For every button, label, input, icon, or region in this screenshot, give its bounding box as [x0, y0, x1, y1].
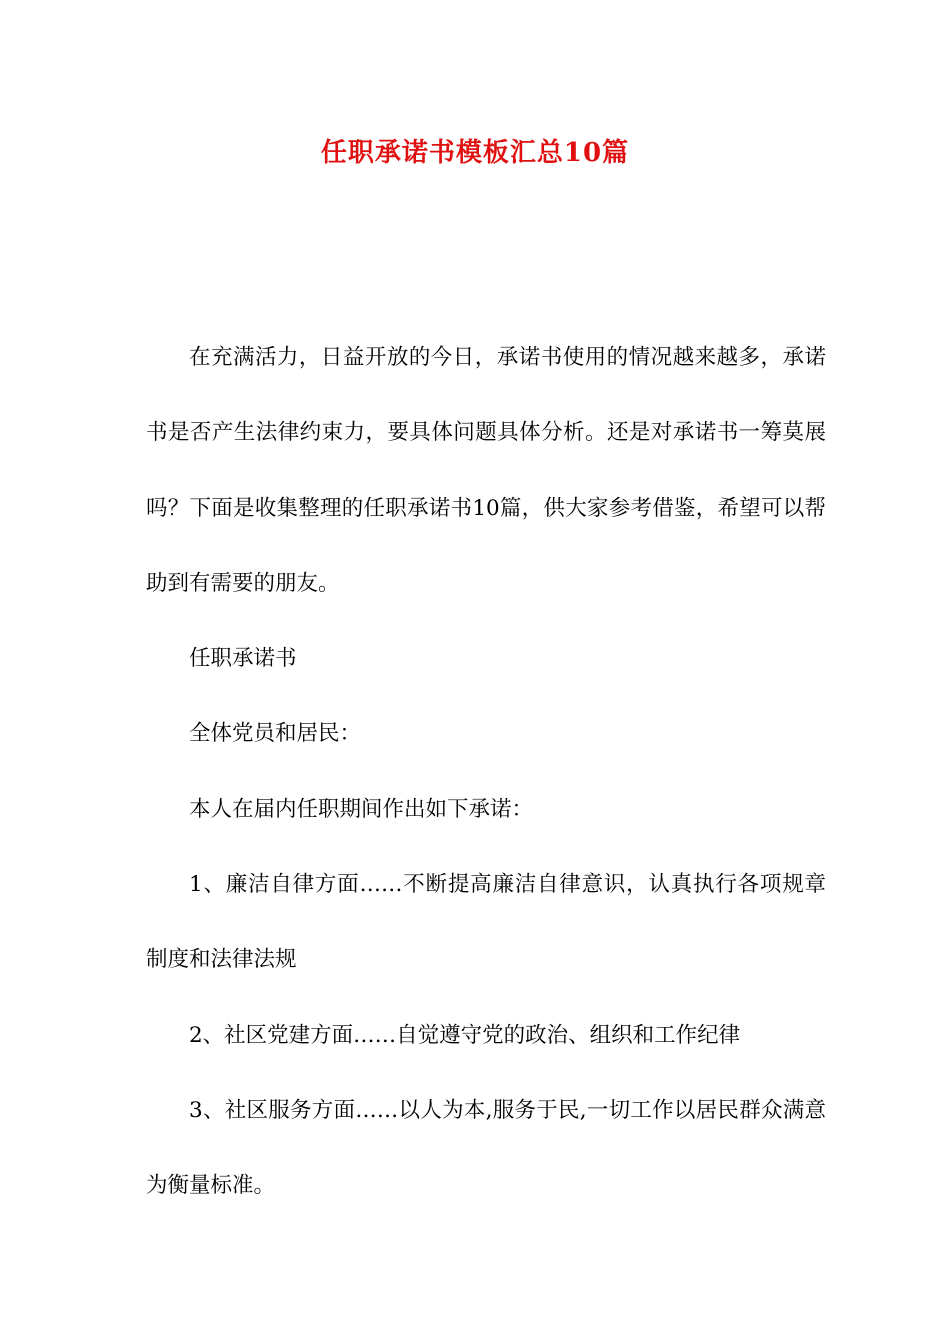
pledge-intro: 本人在届内任职期间作出如下承诺： [189, 796, 534, 822]
section-heading: 任职承诺书 [189, 646, 297, 672]
document-title: 任职承诺书模板汇总10篇 [320, 138, 630, 168]
salutation: 全体党员和居民： [189, 721, 362, 747]
pledge-item-3: 3、社区服务方面……以人为本,服务于民,一切工作以居民群众满意为衡量标准。 [146, 1097, 826, 1199]
document-body [146, 320, 826, 1224]
pledge-item-2: 2、社区党建方面……自觉遵守党的政治、组织和工作纪律 [189, 1022, 741, 1048]
intro-paragraph: 在充满活力，日益开放的今日，承诺书使用的情况越来越多，承诺书是否产生法律约束力，要具体问题具体分析。还是对承诺书一筹莫展吗？下面是收集整理的任职承诺书10篇，供大家参考借鉴，希望可以帮助到有需要的朋友。 [146, 345, 826, 596]
pledge-item-1: 1、廉洁自律方面……不断提高廉洁自律意识，认真执行各项规章制度和法律法规 [146, 872, 826, 973]
